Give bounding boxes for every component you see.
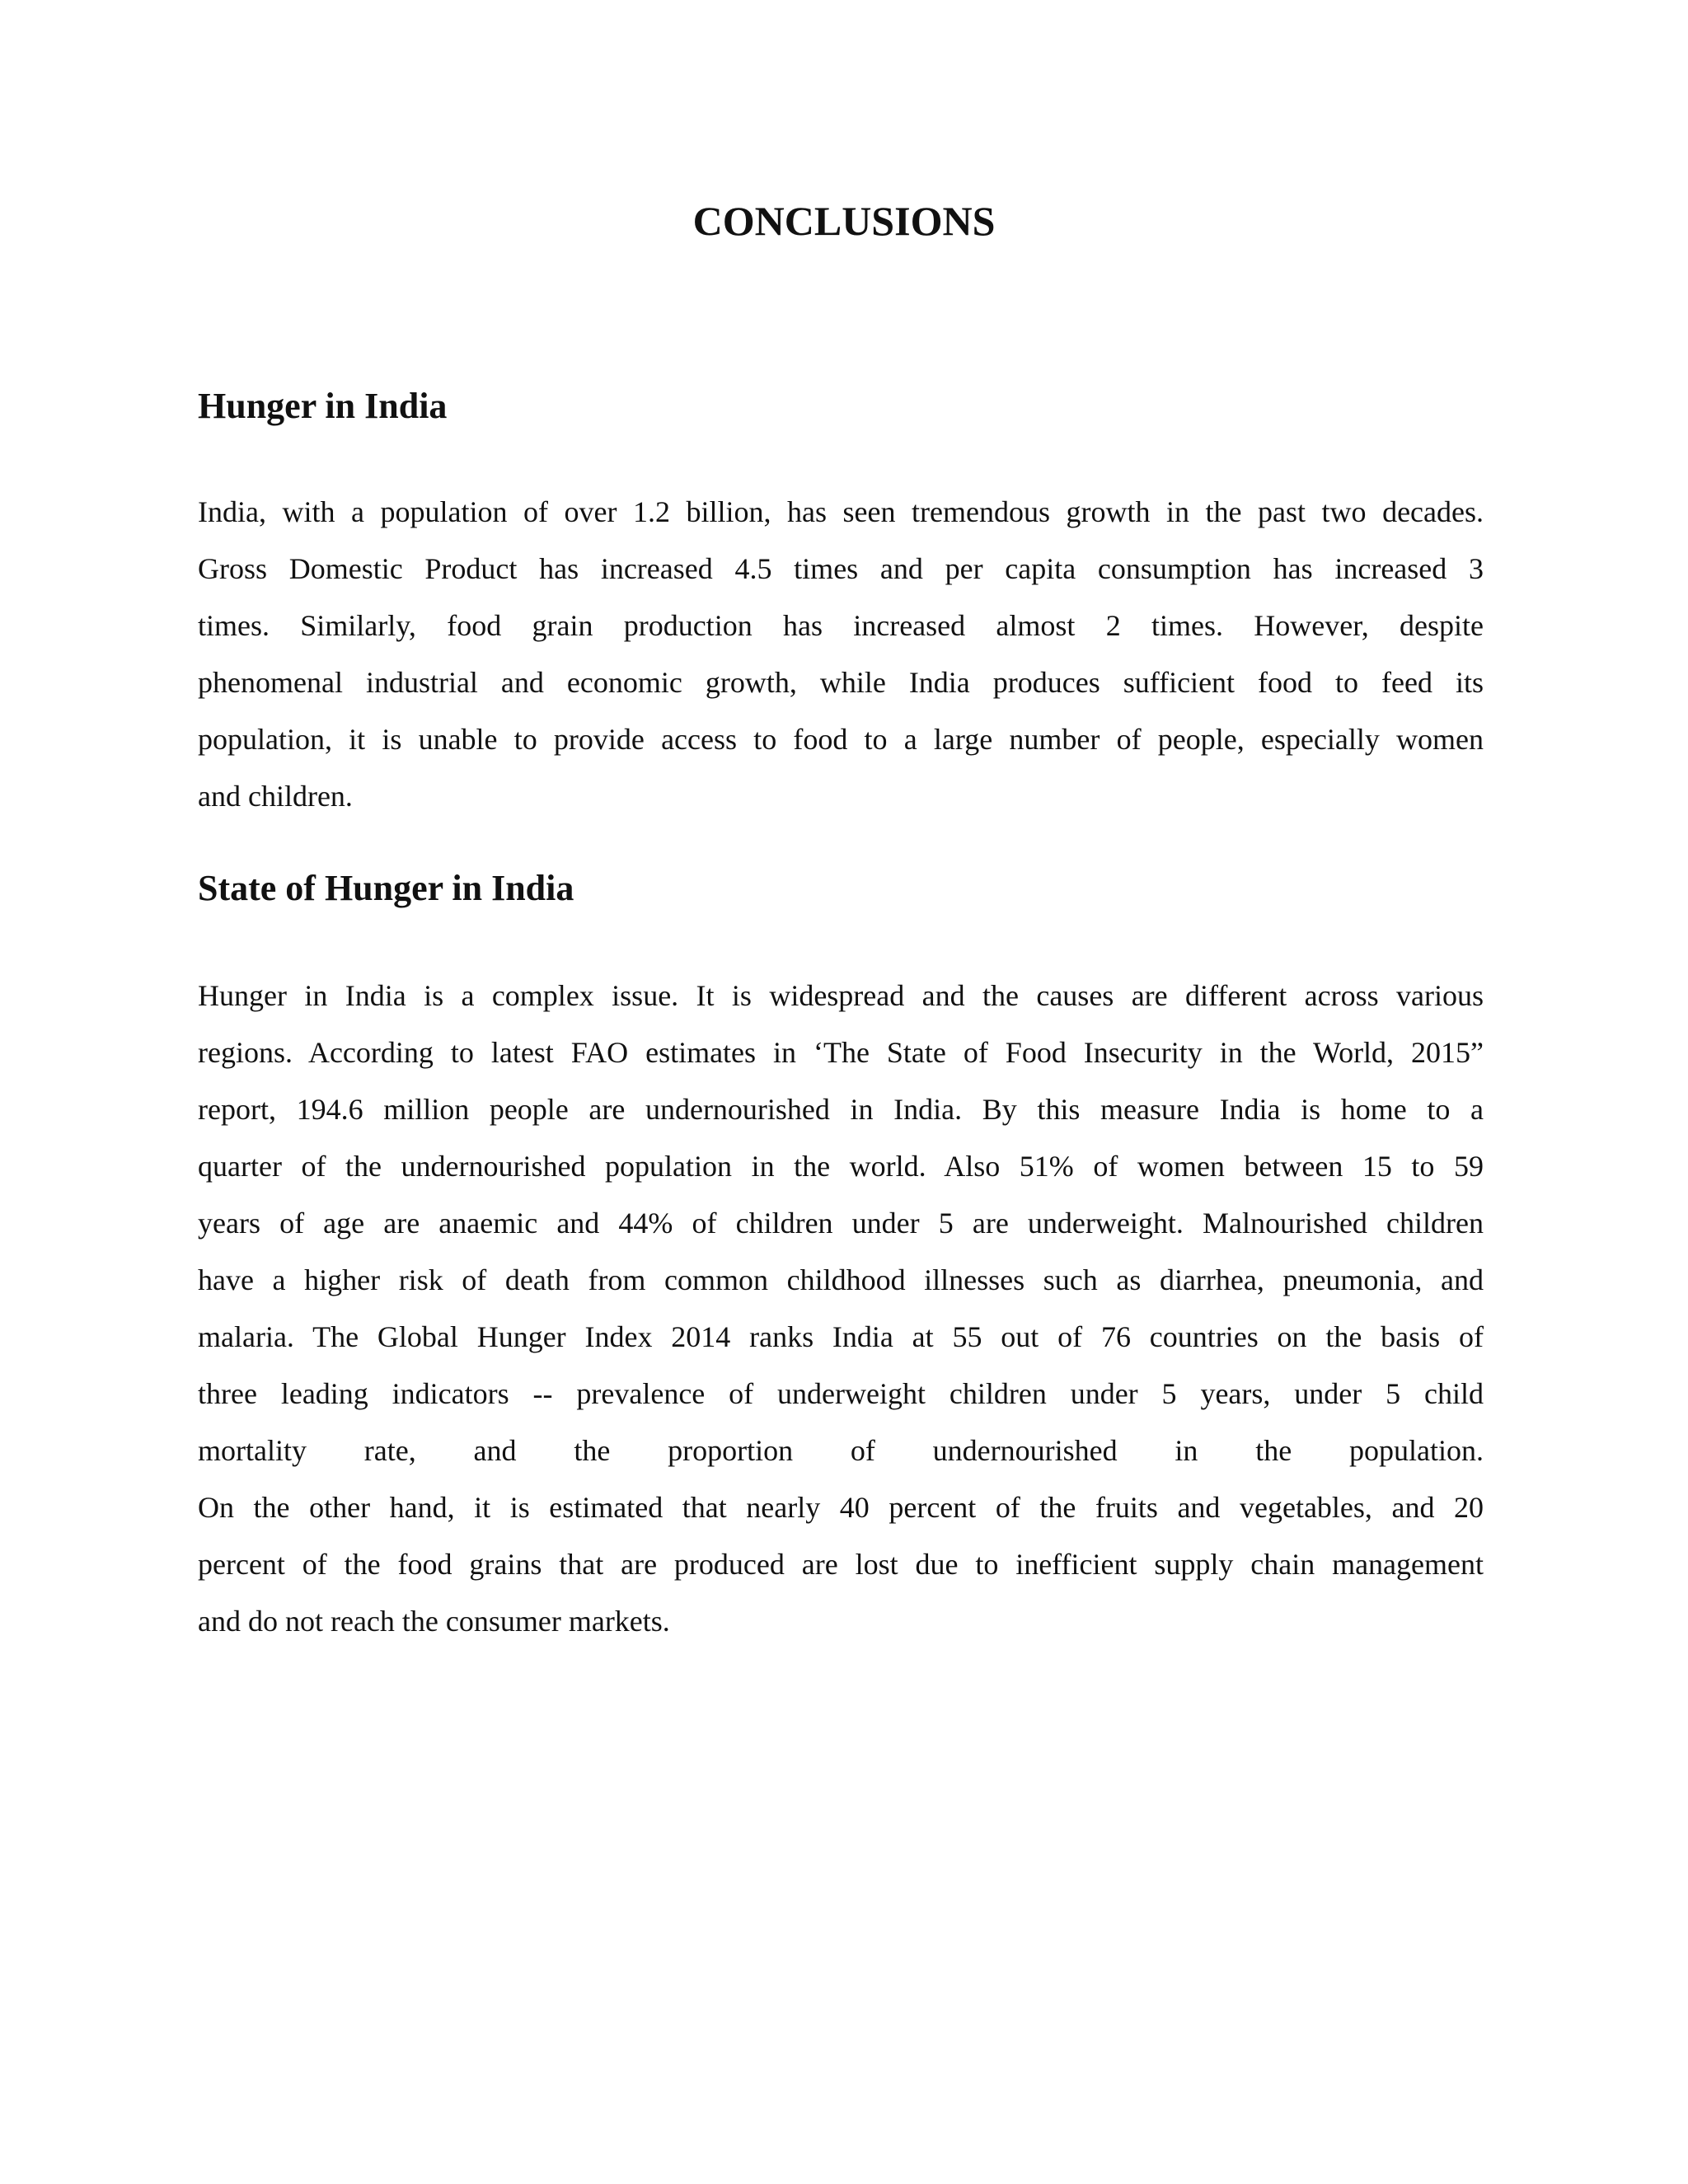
section-heading-hunger-in-india: Hunger in India bbox=[198, 386, 448, 426]
page-title: CONCLUSIONS bbox=[692, 198, 996, 244]
paragraph-line: Hunger in India is a complex issue. It is widespread and the causes are different across various bbox=[198, 979, 1484, 1012]
paragraph-line: phenomenal industrial and economic growth, while India produces sufficient food to feed its bbox=[198, 666, 1484, 699]
paragraph-line: population, it is unable to provide access to food to a large number of people, especially women bbox=[198, 723, 1484, 756]
paragraph-line: mortality rate, and the proportion of undernourished in the population. bbox=[198, 1434, 1484, 1467]
paragraph-line: report, 194.6 million people are undernourished in India. By this measure India is home to a bbox=[198, 1093, 1484, 1126]
paragraph-line: quarter of the undernourished population in the world. Also 51% of women between 15 to 59 bbox=[198, 1150, 1484, 1183]
paragraph-line: percent of the food grains that are produced are lost due to inefficient supply chain management bbox=[198, 1548, 1484, 1581]
paragraph-line: India, with a population of over 1.2 billion, has seen tremendous growth in the past two decades. bbox=[198, 495, 1484, 528]
paragraph-line: and children. bbox=[198, 780, 353, 813]
paragraph-state-of-hunger bbox=[198, 968, 1484, 1650]
section-heading-state-of-hunger: State of Hunger in India bbox=[198, 868, 574, 908]
paragraph-hunger-in-india bbox=[198, 484, 1484, 825]
paragraph-line: Gross Domestic Product has increased 4.5 times and per capita consumption has increased 3 bbox=[198, 552, 1484, 585]
paragraph-line: have a higher risk of death from common childhood illnesses such as diarrhea, pneumonia, and bbox=[198, 1263, 1484, 1296]
paragraph-line: regions. According to latest FAO estimates in ‘The State of Food Insecurity in the World, 2015” bbox=[198, 1036, 1484, 1069]
paragraph-line: three leading indicators -- prevalence of underweight children under 5 years, under 5 child bbox=[198, 1377, 1484, 1410]
paragraph-line: On the other hand, it is estimated that nearly 40 percent of the fruits and vegetables, and 20 bbox=[198, 1491, 1484, 1524]
paragraph-line: times. Similarly, food grain production has increased almost 2 times. However, despite bbox=[198, 609, 1484, 642]
paragraph-line: malaria. The Global Hunger Index 2014 ranks India at 55 out of 76 countries on the basis of bbox=[198, 1320, 1484, 1353]
paragraph-line: and do not reach the consumer markets. bbox=[198, 1605, 670, 1638]
paragraph-line: years of age are anaemic and 44% of children under 5 are underweight. Malnourished children bbox=[198, 1207, 1484, 1240]
